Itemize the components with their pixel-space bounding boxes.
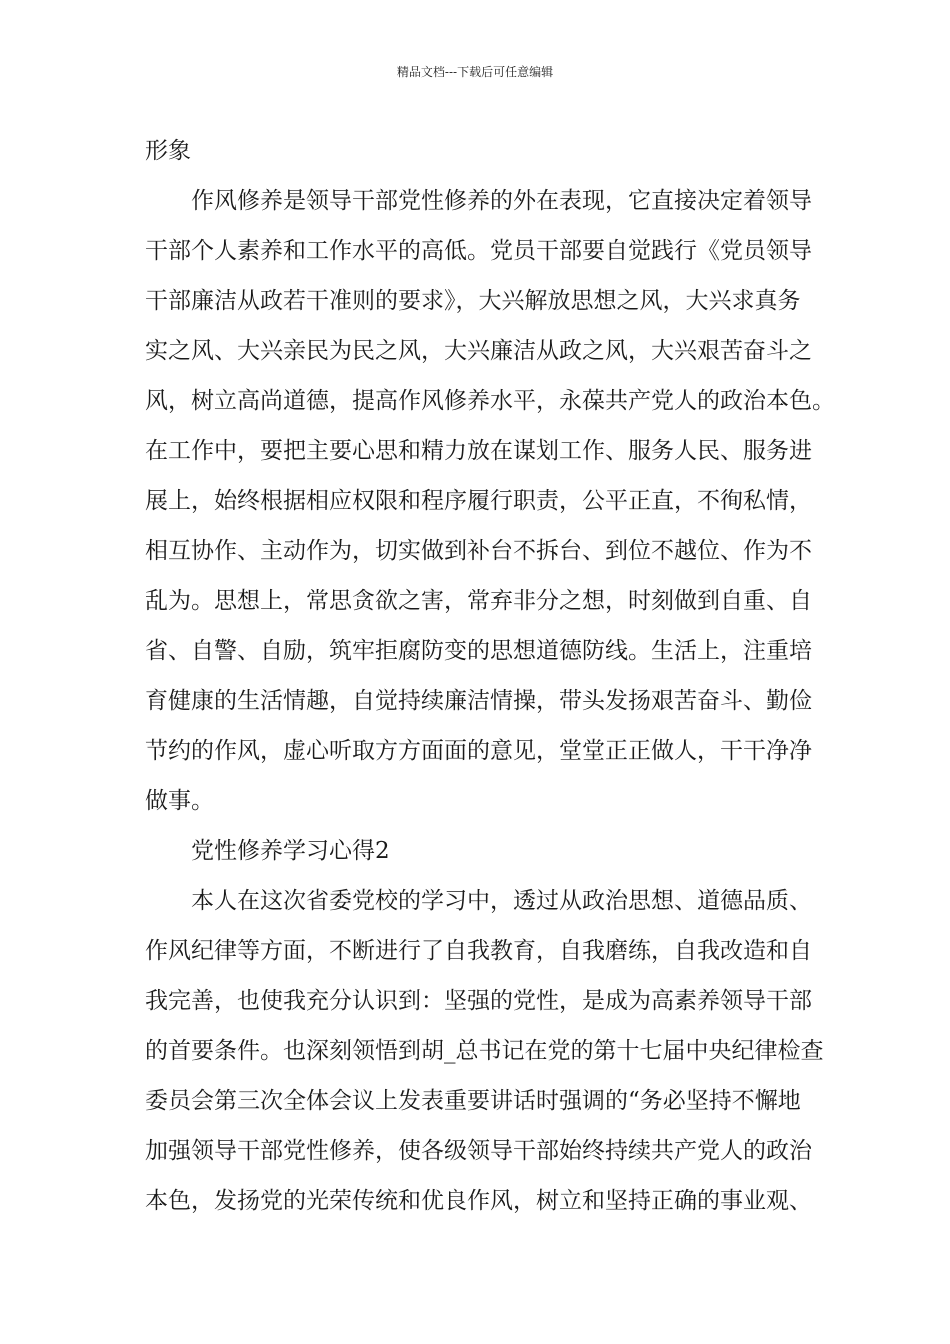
page-header: 精品文档---下载后可任意编辑 — [396, 65, 554, 79]
text-line: 干部个人素养和工作水平的高低。党员干部要自觉践行《党员领导 — [145, 238, 812, 264]
paragraph-first-line: 本人在这次省委党校的学习中，透过从政治思想、道德品质、 — [191, 888, 812, 914]
text-line: 我完善，也使我充分认识到：坚强的党性，是成为高素养领导干部 — [145, 988, 812, 1014]
text-line: 形象 — [145, 138, 191, 164]
text-line: 乱为。思想上，常思贪欲之害，常弃非分之想，时刻做到自重、自 — [145, 588, 812, 614]
text-line: 的首要条件。也深刻领悟到胡_总书记在党的第十七届中央纪律检查 — [145, 1038, 824, 1064]
text-line: 干部廉洁从政若干准则的要求》，大兴解放思想之风，大兴求真务 — [145, 288, 801, 314]
text-line: 节约的作风，虚心听取方方面面的意见，堂堂正正做人，干干净净 — [145, 738, 812, 764]
paragraph-first-line: 作风修养是领导干部党性修养的外在表现，它直接决定着领导 — [191, 188, 812, 214]
text-line: 实之风、大兴亲民为民之风，大兴廉洁从政之风，大兴艰苦奋斗之 — [145, 338, 812, 364]
text-line: 相互协作、主动作为，切实做到补台不拆台、到位不越位、作为不 — [145, 538, 812, 564]
text-line: 在工作中，要把主要心思和精力放在谋划工作、服务人民、服务进 — [145, 438, 812, 464]
text-line: 作风纪律等方面，不断进行了自我教育，自我磨练，自我改造和自 — [145, 938, 812, 964]
text-line: 本色，发扬党的光荣传统和优良作风，树立和坚持正确的事业观、 — [145, 1188, 812, 1214]
text-line: 加强领导干部党性修养，使各级领导干部始终持续共产党人的政治 — [145, 1138, 812, 1164]
text-line: 省、自警、自励，筑牢拒腐防变的思想道德防线。生活上，注重培 — [145, 638, 812, 664]
text-line: 委员会第三次全体会议上发表重要讲话时强调的“务必坚持不懈地 — [145, 1088, 801, 1114]
text-line: 育健康的生活情趣，自觉持续廉洁情操，带头发扬艰苦奋斗、勤俭 — [145, 688, 812, 714]
section-heading: 党性修养学习心得2 — [191, 838, 390, 864]
text-line: 展上，始终根据相应权限和程序履行职责，公平正直，不徇私情， — [145, 488, 812, 514]
text-line: 做事。 — [145, 788, 214, 814]
text-line: 风，树立高尚道德，提高作风修养水平，永葆共产党人的政治本色。 — [145, 388, 835, 414]
